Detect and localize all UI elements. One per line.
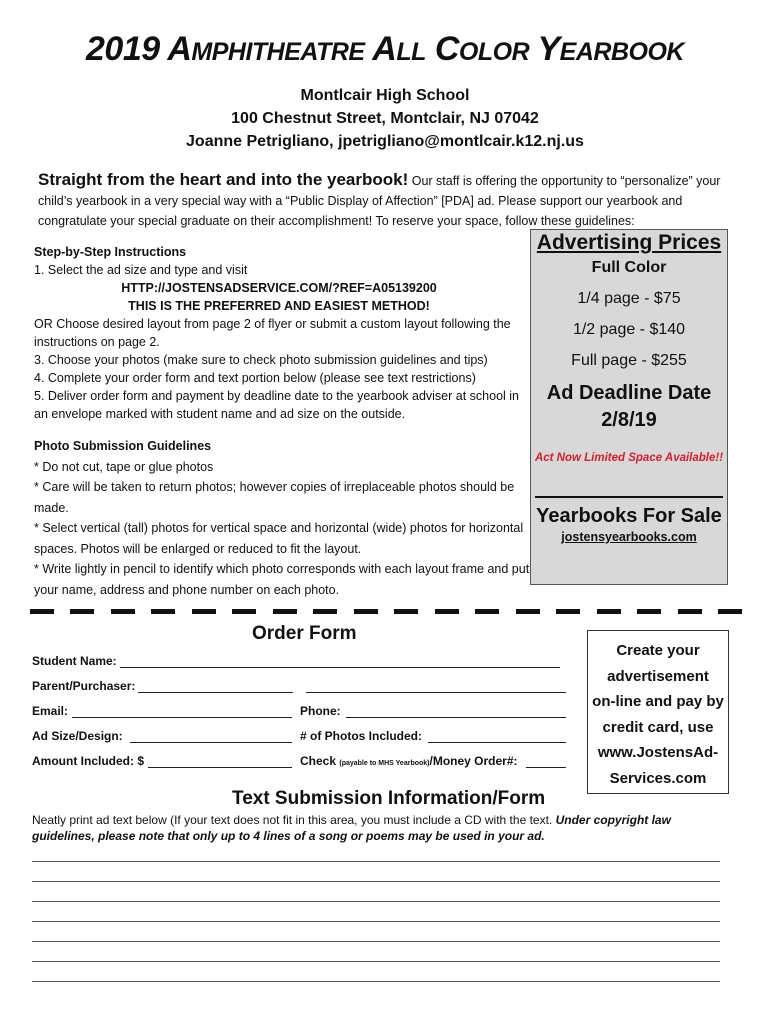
create-online-box: Create your advertisement on-line and pay by credit card, use www.JostensAd- Services.com [587, 630, 729, 794]
email-field[interactable]: Email: Phone: [32, 704, 572, 722]
price-full-page: Full page - $255 [571, 352, 687, 369]
phone-field[interactable] [346, 717, 566, 718]
school-address: 100 Chestnut Street, Montclair, NJ 07042 [231, 110, 539, 127]
prices-heading: Advertising Prices [536, 231, 722, 254]
step-instructions [34, 243, 524, 423]
school-name: Montlcair High School [300, 87, 470, 104]
order-url[interactable]: HTTP://JOSTENSADSERVICE.COM/?REF=A05139200 [121, 281, 437, 295]
step-3: 3. Choose your photos (make sure to check photo submission guidelines and tips) [34, 353, 488, 367]
step-or-choose: OR Choose desired layout from page 2 of flyer or submit a custom layout following the instructions on page 2. [34, 317, 511, 349]
text-entry-line[interactable] [32, 901, 720, 902]
photo-guidelines [34, 436, 534, 600]
phone-label: Phone: [300, 704, 341, 718]
text-submission-heading: Text Submission Information/Form [232, 788, 546, 809]
step-4: 4. Complete your order form and text portion below (please see text restrictions) [34, 371, 476, 385]
steps-heading: Step-by-Step Instructions [34, 245, 187, 259]
parent-purchaser-field[interactable]: Parent/Purchaser: [32, 679, 572, 697]
text-entry-line[interactable] [32, 961, 720, 962]
order-form-heading: Order Form [252, 623, 357, 644]
photo-item: * Do not cut, tape or glue photos [34, 459, 214, 474]
check-label: Check (payable to MHS Yearbook)/Money Order#: [300, 754, 518, 768]
advertising-prices-box [530, 229, 728, 585]
step-1: 1. Select the ad size and type and visit [34, 263, 248, 277]
num-photos-label: # of Photos Included: [300, 729, 422, 743]
amount-field[interactable]: Amount Included: $ Check (payable to MHS Yearbook)/Money Order#: [32, 754, 572, 772]
photo-item: * Write lightly in pencil to identify which photo corresponds with each layout frame and put your name, address and phone number on each photo. [34, 562, 530, 597]
ad-size-field[interactable]: Ad Size/Design: # of Photos Included: [32, 729, 572, 747]
full-color-label: Full Color [591, 259, 667, 276]
money-order-field[interactable] [526, 767, 566, 768]
num-photos-field[interactable] [428, 742, 566, 743]
yearbooks-for-sale: Yearbooks For Sale [536, 505, 722, 527]
step-5: 5. Deliver order form and payment by deadline date to the yearbook adviser at school in an envelope marked with student name and ad size on the outside. [34, 389, 519, 421]
deadline-label: Ad Deadline Date [546, 382, 712, 404]
student-name-field[interactable]: Student Name: [32, 654, 572, 672]
price-half-page: 1/2 page - $140 [572, 321, 686, 338]
text-entry-line[interactable] [32, 881, 720, 882]
yearbooks-url[interactable]: jostensyearbooks.com [561, 530, 697, 544]
photo-item: * Care will be taken to return photos; however copies of irreplaceable photos should be made. [34, 480, 515, 515]
cut-line [30, 609, 742, 614]
act-now-notice: Act Now Limited Space Available!! [534, 452, 724, 464]
price-quarter-page: 1/4 page - $75 [577, 290, 681, 307]
text-entry-line[interactable] [32, 941, 720, 942]
divider [535, 496, 723, 498]
text-entry-line[interactable] [32, 981, 720, 982]
text-entry-line[interactable] [32, 861, 720, 862]
preferred-method: THIS IS THE PREFERRED AND EASIEST METHOD! [128, 299, 430, 313]
page-title: 2019 AMPHITHEATRE ALL COLOR YEARBOOK [86, 30, 684, 68]
intro-paragraph: Straight from the heart and into the yearbook! Our staff is offering the opportunity to “personalize” your child’s yearbook in a very special way with a “Public Display of Affection” [PDA] ad. Please support our yearbook and congratulate your special graduate on their accomplishment! To reserve your space, follow these guidelines: [38, 170, 721, 228]
text-entry-line[interactable] [32, 921, 720, 922]
contact-info: Joanne Petrigliano, jpetrigliano@montlcair.k12.nj.us [186, 133, 584, 150]
photo-heading: Photo Submission Guidelines [34, 439, 212, 453]
photo-item: * Select vertical (tall) photos for vertical space and horizontal (wide) photos for horizontal spaces. Photos will be enlarged or reduced to fit the layout. [34, 521, 524, 556]
text-submission-note: Neatly print ad text below (If your text does not fit in this area, you must include a CD with the text. Under copyright law guidelines, please note that only up to 4 lines of a song or poems may be used in your ad. [32, 813, 671, 843]
deadline-date: 2/8/19 [601, 409, 657, 431]
